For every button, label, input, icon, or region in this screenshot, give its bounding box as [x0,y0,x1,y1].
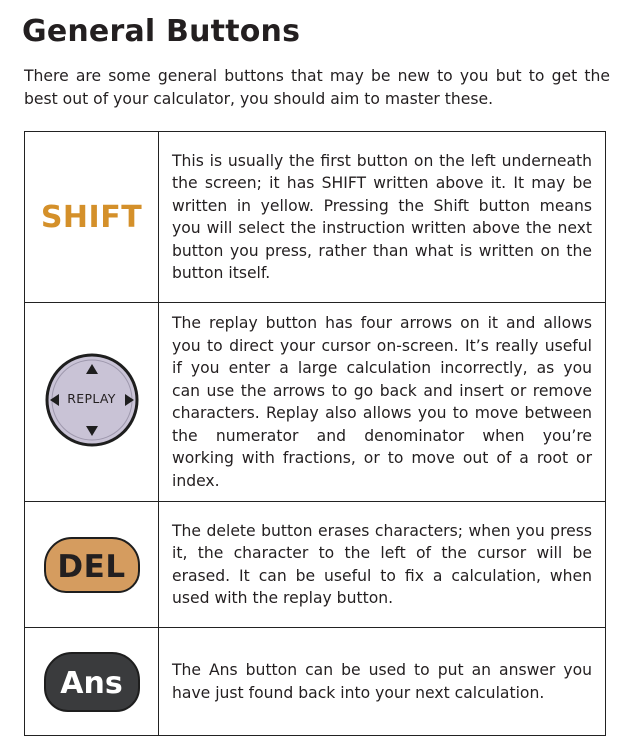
table-row-replay [25,303,606,502]
replay-key-icon [44,352,140,448]
del-description: The delete button erases characters; when you press it, the character to the left of the cursor will be erased. It can be useful to fix a calculation, when used with the replay button. [159,502,606,628]
page-title: General Buttons [22,14,301,49]
buttons-table [24,131,606,736]
table-row-del [25,502,606,628]
ans-key-cell [25,628,159,736]
del-key-icon [44,537,140,593]
shift-description: This is usually the first button on the left underneath the screen; it has SHIFT written above it. It may be written in yellow. Pressing the Shift button means you will select the instruction written above the next button you press, rather than what is written on the button itself. [159,132,606,303]
del-key-cell [25,502,159,628]
replay-key-label: REPLAY [67,391,116,406]
replay-description: The replay button has four arrows on it and allows you to direct your cursor on-screen. It’s really useful if you enter a large calculation incorrectly, as you can use the arrows to go back and insert or remove characters. Replay also allows you to move between the numerator and denominator when you’re working with fractions, or to move out of a root or index. [159,303,606,502]
del-key-label: DEL [57,548,126,585]
ans-key-icon [44,652,140,712]
table-row-ans [25,628,606,736]
intro-paragraph: There are some general buttons that may be new to you but to get the best out of your calculator, you should aim to master these. [24,67,610,108]
ans-description: The Ans button can be used to put an answer you have just found back into your next calculation. [159,628,606,736]
shift-key-label: SHIFT [40,199,143,235]
ans-key-label: Ans [60,665,123,701]
table-row-shift [25,132,606,303]
shift-key-cell [25,132,159,303]
replay-key-cell [25,303,159,502]
